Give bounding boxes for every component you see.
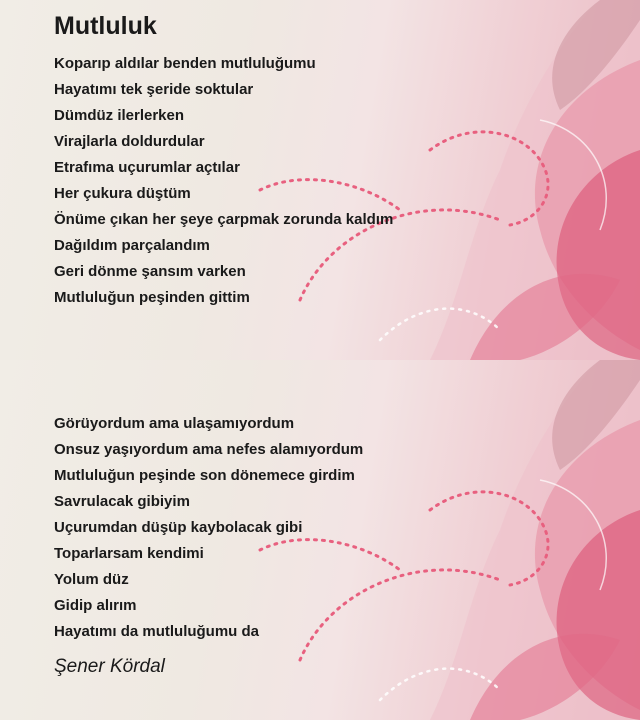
poem-card-bottom bbox=[0, 360, 640, 720]
poem-line: Önüme çıkan her şeye çarpmak zorunda kaldım bbox=[54, 211, 394, 228]
poem-line: Yolum düz bbox=[54, 571, 129, 588]
poem-line: Gidip alırım bbox=[54, 597, 137, 614]
poem-line: Mutluluğun peşinden gittim bbox=[54, 289, 250, 306]
poem-line: Uçurumdan düşüp kaybolacak gibi bbox=[54, 519, 303, 536]
poem-line: Görüyordum ama ulaşamıyordum bbox=[54, 415, 295, 432]
poem-line: Her çukura düştüm bbox=[54, 185, 191, 202]
poem-title: Mutluluk bbox=[54, 12, 157, 40]
poem-line: Toparlarsam kendimi bbox=[54, 545, 204, 562]
poem-line: Hayatımı da mutluluğumu da bbox=[54, 623, 260, 640]
poem-line: Koparıp aldılar benden mutluluğumu bbox=[54, 55, 316, 72]
poem-author: Şener Kördal bbox=[54, 656, 165, 677]
poem-line: Dağıldım parçalandım bbox=[54, 237, 210, 254]
poem-line: Savrulacak gibiyim bbox=[54, 493, 190, 510]
poem-line: Etrafıma uçurumlar açtılar bbox=[54, 159, 240, 176]
poem-line: Virajlarla doldurdular bbox=[54, 133, 205, 150]
poem-line: Hayatımı tek şeride soktular bbox=[54, 81, 254, 98]
stanza-1 bbox=[54, 51, 393, 311]
poem-line: Onsuz yaşıyordum ama nefes alamıyordum bbox=[54, 441, 364, 458]
stanza-2 bbox=[54, 411, 363, 645]
poem-line: Dümdüz ilerlerken bbox=[54, 107, 185, 124]
poem-line: Mutluluğun peşinde son dönemece girdim bbox=[54, 467, 355, 484]
poem-line: Geri dönme şansım varken bbox=[54, 263, 246, 280]
